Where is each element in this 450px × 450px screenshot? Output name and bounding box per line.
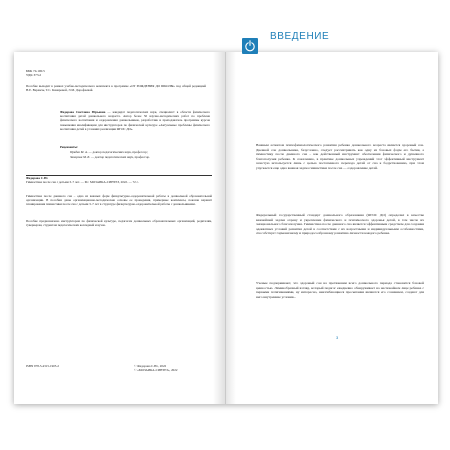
intro-paragraph: Важным аспектом психофизиологического развития ребенка дошкольного возраста является здоровый сон. Дневной сон дошкольника, безусловно, следует рассматривать как одну из базовых форм его бытия, а гимнастику после дневного сна – как действенный инструмент обеспечения физического и душевного благополучия ребенка. К сожалению, в практике дошкольных учреждений этот эффективный инструмент зачастую используется лишь с целью постепенного перехода детей от сна к бодрствованию, при этом упускается еще одна важная задача гимнастики после сна — оздоровление детей.	[256, 143, 424, 170]
power-icon	[242, 38, 258, 54]
copyright-line: © Федорова С.Ю., 2022	[134, 364, 167, 368]
reviewer-item	[70, 150, 220, 154]
reviewer-item	[70, 155, 220, 159]
copyright-line: © «МОЗАИКА-СИНТЕЗ», 2022	[134, 368, 178, 373]
reviewer-name: Прядко М. А.	[70, 150, 88, 154]
series-note: Пособие выходит в рамках учебно-методического комплекта к программе «ОТ РОЖДЕНИЯ ДО ШКОЛЫ» под общей редакцией Н.Е. Вераксы, Т.С. Комаровой, Э.М. Дорофеевой.	[26, 84, 206, 93]
author-bio-name: Федорова Светлана Юрьевна	[60, 110, 106, 114]
isbn: ISBN 978-5-4315-1905-2	[26, 364, 60, 368]
author-bio	[60, 110, 210, 131]
bibliographic-record	[26, 176, 212, 184]
reviewer-role: — доктор педагогических наук, профессор.	[90, 155, 150, 159]
biblio-author: Федорова С.Ю.	[26, 176, 49, 180]
reviewer-role: — доктор педагогических наук, профессор;	[87, 150, 148, 154]
section-heading	[228, 22, 418, 48]
abstract-paragraph: Гимнастика после дневного сна – одна из важных форм физкультурно-оздоровительной работы в дошкольной образовательной организации. В пособии даны организационно-методические основы ее проведения, примерные комплексы, показан вариант планирования гимнастики после сна с детьми 3–7 лет в структуре физкультурно-оздоровительной работы с дошкольниками.	[26, 194, 212, 207]
author-bio-text: — кандидат педагогических наук, специалист в области физического воспитания детей дошкольного возраста. Автор более 50 научно-методических работ по проблеме физического воспитания и оздоровления дошкольников, разработчик и преподаватель программы курсов повышения квалификации для инструкторов по физической культуре «Актуальные проблемы физического воспитания детей в условиях реализации ФГОС ДО».	[60, 110, 210, 131]
intro-paragraph: Ученые подчеркивают, что здоровый сон на протяжении всего дошкольного периода становится базовой ценностью. Ламинобразный взгляд, который педагог ежедневно обнаруживает на неспокойном лице ребенка с первыми потягиваниями, ну интересно, неизгибающиеся просыпания являются его сознанием, создают для него внутренние условия...	[256, 281, 424, 299]
classification-codes	[26, 69, 96, 78]
intro-paragraph: Федеральный государственный стандарт дошкольного образования (ФГОС ДО) определил в качестве важнейшей задачи охрану и укрепление физического и психического здоровья детей, в том числе их эмоционального благополучия. Гимнастика после дневного сна является эффективным средством для создания адекватных условий развития детей в соответствии с их возрастными и индивидуальными особенностями, способствует гармоничному и природосообразному развитию личности каждого ребенка.	[256, 213, 424, 236]
left-page	[14, 52, 226, 404]
copyright	[134, 364, 214, 372]
bbk-code: ББК 74.100.5	[26, 69, 45, 73]
page-number: 3	[336, 335, 339, 340]
heading-title: ВВЕДЕНИЕ	[270, 31, 330, 42]
reviewer-name: Захарова М. Б.	[70, 155, 91, 159]
reviewers-title: Рецензенты:	[60, 145, 79, 149]
abstract-paragraph: Пособие предназначено инструкторам по физической культуре, педагогам дошкольных образовательных организаций, родителям, гувернерам, студентам педагогических колледжей и вузов.	[26, 219, 212, 228]
biblio-text: Гимнастика после сна с детьми 3–7 лет. — М.: МОЗАИКА-СИНТЕЗ, 2022. — 72 с.	[26, 180, 139, 185]
udk-code: УДК 373.2	[26, 73, 42, 78]
